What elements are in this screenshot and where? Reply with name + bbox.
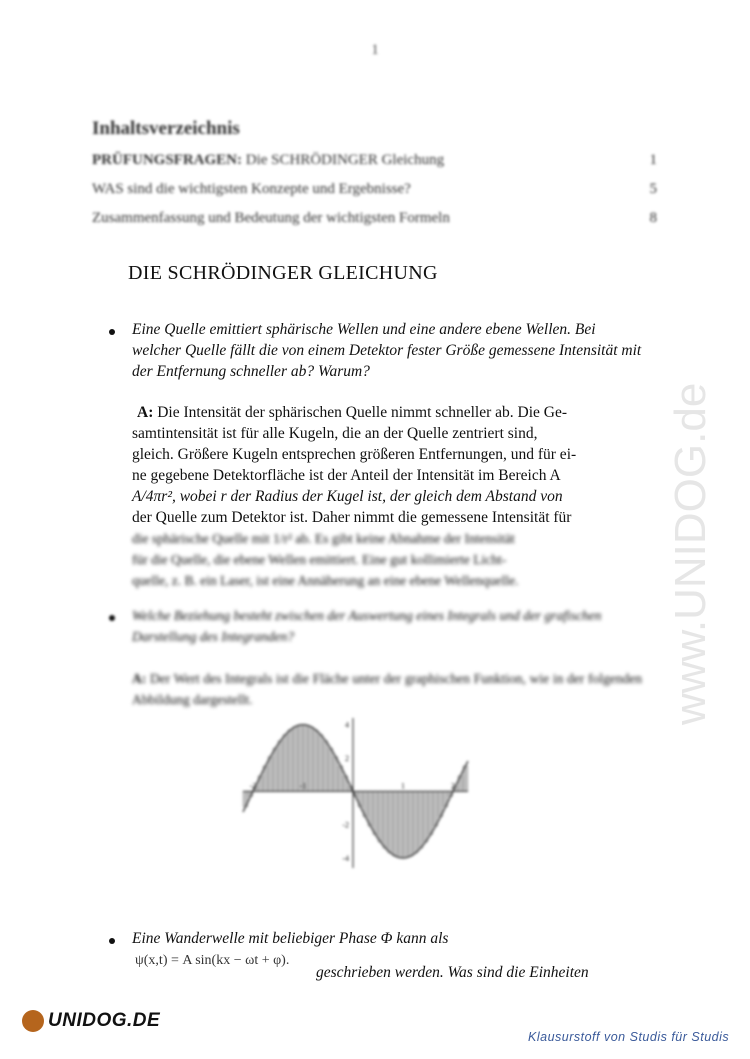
x-tick-label: -1 (299, 781, 307, 791)
chart-bar (293, 727, 298, 792)
chart-bar (328, 748, 333, 791)
answer-2 (132, 668, 642, 710)
section-heading: DIE SCHRÖDINGER GLEICHUNG (128, 262, 438, 284)
chart-bar (418, 791, 423, 848)
chart-bar (383, 791, 388, 848)
chart-bar (373, 791, 378, 834)
dog-icon (22, 1010, 44, 1032)
toc-row-bold: PRÜFUNGSFRAGEN: (92, 152, 242, 168)
y-tick-label: 4 (345, 720, 349, 730)
integral-chart (238, 713, 478, 873)
bullet-icon (109, 615, 115, 621)
answer-line: A/4πr², wobei r der Radius der Kugel ist, der gleich dem Abstand von (132, 488, 563, 505)
answer-line-blurred: die sphärische Quelle mit 1/r² ab. Es gibt keine Abnahme der Intensität (132, 531, 515, 546)
answer-line: samtintensität ist für alle Kugeln, die an der Quelle zentriert sind, (132, 425, 538, 442)
toc-row-text: Zusammenfassung und Bedeutung der wichtigsten Formeln (92, 210, 450, 226)
chart-bar (428, 791, 433, 834)
question-2: Welche Beziehung besteht zwischen der Auswertung eines Integrals und der grafischen Darstellung des Integranden? (132, 608, 602, 644)
chart-bar (273, 748, 278, 791)
chart-bar (398, 791, 403, 857)
question-3: Eine Wanderwelle mit beliebiger Phase Φ kann als (132, 930, 449, 947)
page-number: 1 (371, 42, 379, 58)
bullet-icon (109, 329, 115, 335)
answer-line-blurred: für die Quelle, die ebene Wellen emittiert. Eine gut kollimierte Licht- (132, 552, 507, 567)
x-tick-label: 1 (401, 781, 405, 791)
toc-row[interactable] (92, 146, 657, 175)
chart-bar (433, 791, 438, 826)
chart-bar (393, 791, 398, 856)
question-3-continued: geschrieben werden. Was sind die Einheiten (316, 964, 589, 981)
toc-row-page: 1 (649, 152, 657, 168)
y-tick-label: -2 (342, 820, 349, 830)
toc-row-text: WAS sind die wichtigsten Konzepte und Ergebnisse? (92, 181, 411, 197)
chart-bar (318, 734, 323, 791)
question-1: Eine Quelle emittiert sphärische Wellen und eine andere ebene Wellen. Bei welcher Quelle fällt die von einem Detektor fester Größe gemessene Intensität mit der Entfernung schneller ab? Warum? (132, 321, 642, 380)
x-tick-label: -2 (249, 781, 257, 791)
toc-row-page: 5 (649, 181, 657, 197)
answer-label: A: (132, 671, 147, 686)
answer-1 (132, 402, 642, 591)
watermark-text: www.UNIDOG.de (666, 382, 715, 725)
chart-bar (413, 791, 418, 853)
answer-line: ne gegebene Detektorfläche ist der Anteil der Intensität im Bereich A (132, 467, 561, 484)
toc-title: Inhaltsverzeichnis (92, 118, 240, 139)
chart-bar (408, 791, 413, 856)
chart-bar (368, 791, 373, 826)
chart-bar (388, 791, 393, 853)
answer-text: Der Wert des Integrals ist die Fläche unter der graphischen Funktion, wie in der folgenden Abbildung dargestellt. (132, 671, 643, 707)
toc-row[interactable] (92, 175, 657, 204)
chart-bar (268, 757, 273, 792)
chart-bar (308, 727, 313, 792)
answer-line-blurred: quelle, z. B. ein Laser, ist eine Annäherung an eine ebene Wellenquelle. (132, 573, 519, 588)
chart-bar (403, 791, 408, 857)
chart-bar (323, 741, 328, 792)
y-tick-label: -4 (342, 854, 349, 863)
wave-formula: ψ(x,t) = A sin(kx − ωt + φ). (135, 953, 290, 968)
answer-line: gleich. Größere Kugeln entsprechen größeren Entfernungen, und für ei- (132, 446, 577, 463)
chart-bar (333, 757, 338, 792)
chart-bar (283, 734, 288, 791)
chart-bar (278, 741, 283, 792)
bullet-icon (109, 938, 115, 944)
answer-line: Die Intensität der sphärischen Quelle nimmt schneller ab. Die Ge- (157, 404, 567, 421)
chart-bar (288, 730, 293, 792)
x-tick-label: 2 (451, 781, 455, 791)
toc-row-page: 8 (649, 210, 657, 226)
unidog-logo[interactable] (22, 1010, 160, 1032)
chart-bar (378, 791, 383, 842)
answer-label: A: (137, 404, 154, 421)
y-tick-label: 2 (345, 754, 349, 763)
toc-row[interactable] (92, 204, 657, 233)
footer-tagline: Klausurstoff von Studis für Studis (528, 1030, 730, 1044)
toc-row-text: Die SCHRÖDINGER Gleichung (242, 152, 445, 168)
table-of-contents (92, 118, 657, 233)
logo-text: UNIDOG.DE (48, 1010, 161, 1032)
answer-line: der Quelle zum Detektor ist. Daher nimmt die gemessene Intensität für (132, 509, 572, 526)
chart-bar (423, 791, 428, 842)
chart-bar (313, 730, 318, 792)
